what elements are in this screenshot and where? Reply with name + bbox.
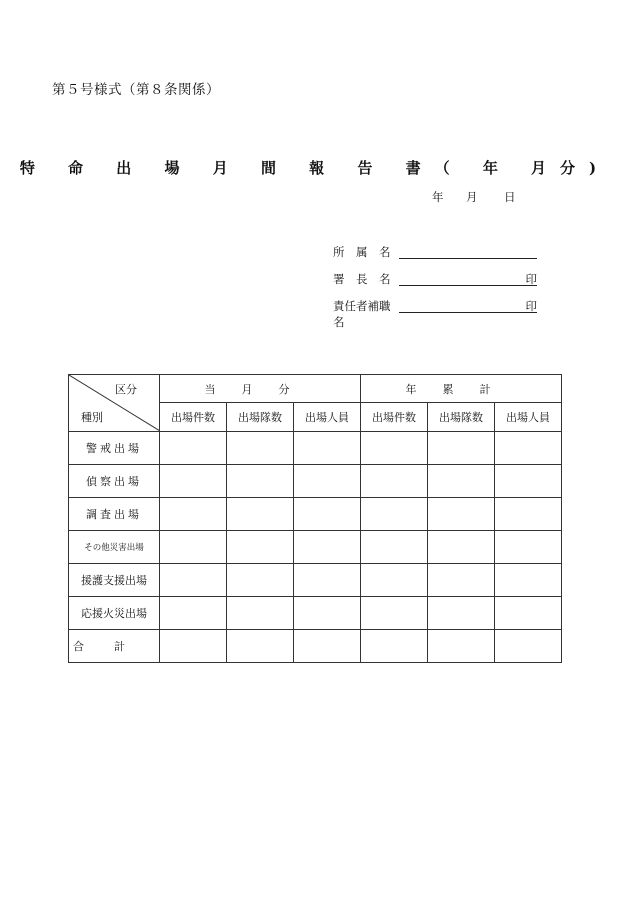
data-cell[interactable] — [227, 531, 294, 564]
signature-label: 所 属 名 — [333, 245, 391, 259]
data-cell[interactable] — [160, 564, 227, 597]
data-cell[interactable] — [428, 531, 495, 564]
row-label: その他災害出場 — [69, 531, 160, 564]
data-cell[interactable] — [361, 531, 428, 564]
data-cell[interactable] — [294, 498, 361, 531]
document-title: 特 命 出 場 月 間 報 告 書（ 年 月分) — [19, 159, 611, 177]
signature-line[interactable] — [399, 244, 537, 259]
form-number: 第５号様式（第８条関係） — [52, 82, 220, 98]
data-cell[interactable] — [495, 498, 562, 531]
signature-label: 署 長 名 — [333, 272, 391, 286]
data-cell[interactable] — [361, 564, 428, 597]
table-row — [69, 498, 562, 531]
table-row — [69, 465, 562, 498]
data-cell[interactable] — [495, 432, 562, 465]
row-label-total: 合計 — [69, 630, 160, 663]
corner-category-label: 区分 — [115, 383, 137, 396]
data-cell[interactable] — [361, 432, 428, 465]
data-cell[interactable] — [160, 498, 227, 531]
date-day: 日 — [504, 190, 516, 204]
data-cell[interactable] — [227, 498, 294, 531]
table-row-total — [69, 630, 562, 663]
data-cell[interactable] — [227, 465, 294, 498]
group-header-year-total: 年累計 — [361, 375, 562, 403]
data-cell[interactable] — [294, 531, 361, 564]
date-month: 月 — [466, 190, 478, 204]
data-cell[interactable] — [227, 597, 294, 630]
row-label: 調査出場 — [69, 498, 160, 531]
signature-responsible — [333, 298, 537, 330]
data-cell[interactable] — [361, 597, 428, 630]
column-header: 出場件数 — [361, 403, 428, 432]
data-cell[interactable] — [495, 465, 562, 498]
row-label: 応援火災出場 — [69, 597, 160, 630]
data-cell[interactable] — [495, 531, 562, 564]
data-cell[interactable] — [428, 465, 495, 498]
signature-chief — [333, 271, 537, 287]
data-cell[interactable] — [294, 432, 361, 465]
table-row — [69, 531, 562, 564]
data-cell[interactable] — [294, 465, 361, 498]
data-cell[interactable] — [428, 432, 495, 465]
data-cell[interactable] — [160, 465, 227, 498]
column-header: 出場人員 — [495, 403, 562, 432]
row-label: 援護支援出場 — [69, 564, 160, 597]
table-corner-cell — [69, 375, 160, 432]
column-header: 出場人員 — [294, 403, 361, 432]
data-cell[interactable] — [227, 564, 294, 597]
signature-line[interactable] — [399, 271, 537, 286]
row-label: 警戒出場 — [69, 432, 160, 465]
data-cell[interactable] — [294, 630, 361, 663]
column-header: 出場隊数 — [227, 403, 294, 432]
data-cell[interactable] — [227, 432, 294, 465]
report-table — [68, 374, 562, 663]
data-cell[interactable] — [227, 630, 294, 663]
data-cell[interactable] — [361, 498, 428, 531]
seal-mark: 印 — [525, 272, 537, 286]
data-cell[interactable] — [428, 498, 495, 531]
date-year: 年 — [432, 190, 444, 204]
data-cell[interactable] — [160, 630, 227, 663]
corner-type-label: 種別 — [81, 411, 103, 424]
group-header-current-month: 当月分 — [160, 375, 361, 403]
signature-line[interactable] — [399, 298, 537, 313]
date-line — [432, 189, 516, 205]
signature-label: 責任者補職名 — [333, 299, 391, 329]
column-header: 出場件数 — [160, 403, 227, 432]
data-cell[interactable] — [361, 465, 428, 498]
data-cell[interactable] — [428, 597, 495, 630]
data-cell[interactable] — [160, 531, 227, 564]
data-cell[interactable] — [160, 597, 227, 630]
row-label: 偵察出場 — [69, 465, 160, 498]
table-row — [69, 564, 562, 597]
column-header: 出場隊数 — [428, 403, 495, 432]
data-cell[interactable] — [361, 630, 428, 663]
seal-mark: 印 — [525, 299, 537, 313]
data-cell[interactable] — [160, 432, 227, 465]
table-row — [69, 432, 562, 465]
data-cell[interactable] — [495, 597, 562, 630]
data-cell[interactable] — [428, 630, 495, 663]
data-cell[interactable] — [495, 564, 562, 597]
data-cell[interactable] — [495, 630, 562, 663]
data-cell[interactable] — [294, 564, 361, 597]
table-row — [69, 597, 562, 630]
data-cell[interactable] — [428, 564, 495, 597]
data-cell[interactable] — [294, 597, 361, 630]
signature-department — [333, 244, 399, 260]
